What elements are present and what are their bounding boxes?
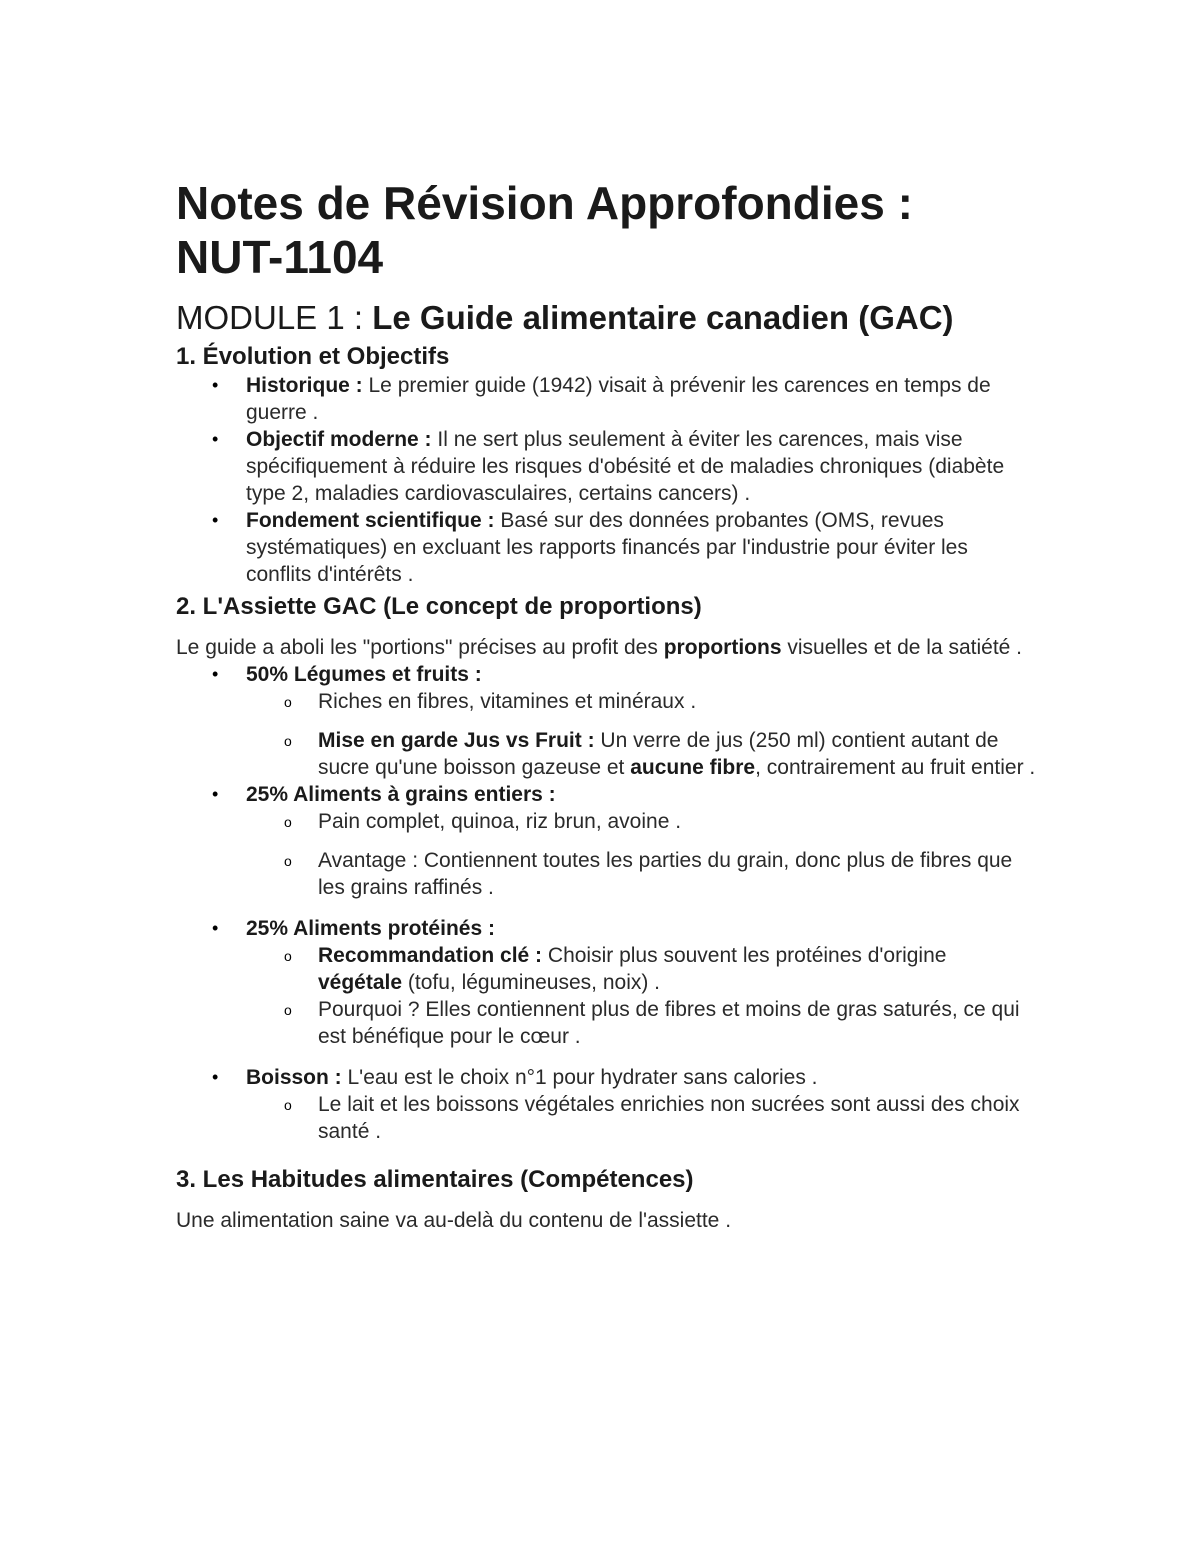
sub-bullet-icon: o [284,1097,292,1113]
sub-list-item [176,996,1036,1050]
sub-list-item [176,942,1036,996]
item-label: 25% Aliments protéinés : [246,917,495,940]
item-label: Historique : [246,374,363,397]
item-label: 50% Légumes et fruits : [246,663,482,686]
list-item-proteins [176,915,1036,1050]
item-label: Fondement scientifique : [246,509,495,532]
intro-text-end: visuelles et de la satiété . [781,636,1022,659]
item-label: 25% Aliments à grains entiers : [246,783,556,806]
item-label: Boisson : [246,1066,342,1089]
sub-item-text: Le lait et les boissons végétales enrichies non sucrées sont aussi des choix santé . [318,1093,1020,1143]
title-line-1: Notes de Révision Approfondies : [176,177,913,229]
sub-item-text: Riches en fibres, vitamines et minéraux . [318,690,697,713]
sub-bullet-icon: o [284,853,292,869]
bullet-icon: • [212,784,219,804]
sub-list-item [176,808,1036,835]
sub-item-emphasis: aucune fibre [630,756,756,779]
sub-list-item [176,688,1036,715]
sub-list-item [176,727,1036,781]
list-item [176,426,1036,507]
title-line-2: NUT-1104 [176,231,384,283]
list-item [176,507,1036,588]
sub-bullet-icon: o [284,1002,292,1018]
sub-bullet-icon: o [284,733,292,749]
sub-bullet-icon: o [284,948,292,964]
bullet-icon: • [212,1067,219,1087]
bullet-icon: • [212,918,219,938]
sub-item-text: Un verre de jus (250 ml) contient autant de sucre qu'une boisson gazeuse et [318,729,999,779]
module-name: Le Guide alimentaire canadien (GAC) [372,299,954,336]
list-item [176,372,1036,426]
bullet-icon: • [212,664,219,684]
section-1-list [176,372,1036,588]
sub-list [246,688,1036,781]
list-item-vegetables [176,661,1036,781]
sub-list [246,1091,1036,1145]
section-2-title: 2. L'Assiette GAC (Le concept de proportions) [176,593,702,620]
sub-list-item [176,1091,1036,1145]
sub-item-text: Avantage : Contiennent toutes les parties du grain, donc plus de fibres que les grains raffinés . [318,849,1013,899]
sub-item-text: Pourquoi ? Elles contiennent plus de fibres et moins de gras saturés, ce qui est bénéfique pour le cœur . [318,998,1020,1048]
section-2-list [176,661,1036,1145]
sub-item-label: Recommandation clé : [318,944,543,967]
section-3-intro: Une alimentation saine va au-delà du contenu de l'assiette . [176,1209,732,1232]
sub-list [246,808,1036,901]
module-title [176,298,1036,338]
section-1-title: 1. Évolution et Objectifs [176,343,450,370]
item-text: L'eau est le choix n°1 pour hydrater sans calories . [341,1066,818,1089]
sub-list [246,942,1036,1050]
sub-list-item [176,847,1036,901]
document-page [176,176,1036,1234]
sub-item-text-end: , contrairement au fruit entier . [755,756,1036,779]
sub-item-text: Pain complet, quinoa, riz brun, avoine . [318,810,682,833]
sub-item-text: Choisir plus souvent les protéines d'origine [542,944,947,967]
item-label: Objectif moderne : [246,428,432,451]
sub-bullet-icon: o [284,814,292,830]
item-text: Basé sur des données probantes (OMS, revues systématiques) en excluant les rapports financés par l'industrie pour éviter les conflits d'intérêts . [246,509,968,586]
intro-text: Le guide a aboli les "portions" précises au profit des [176,636,664,659]
document-title [176,176,1036,284]
section-2-intro [176,634,1036,661]
item-text: Il ne sert plus seulement à éviter les carences, mais vise spécifiquement à réduire les risques d'obésité et de maladies chroniques (diabète type 2, maladies cardiovasculaires, certains cancers) . [246,428,1005,505]
bullet-icon: • [212,429,219,449]
sub-item-label: Mise en garde Jus vs Fruit : [318,729,595,752]
list-item-drink [176,1064,1036,1145]
section-3-title: 3. Les Habitudes alimentaires (Compétences) [176,1166,694,1193]
bullet-icon: • [212,375,219,395]
sub-item-text-end: (tofu, légumineuses, noix) . [402,971,661,994]
module-number: MODULE 1 : [176,299,364,336]
bullet-icon: • [212,510,219,530]
sub-item-emphasis: végétale [318,971,403,994]
item-text: Le premier guide (1942) visait à prévenir les carences en temps de guerre . [246,374,991,424]
list-item-grains [176,781,1036,901]
intro-emphasis: proportions [663,636,782,659]
sub-bullet-icon: o [284,694,292,710]
